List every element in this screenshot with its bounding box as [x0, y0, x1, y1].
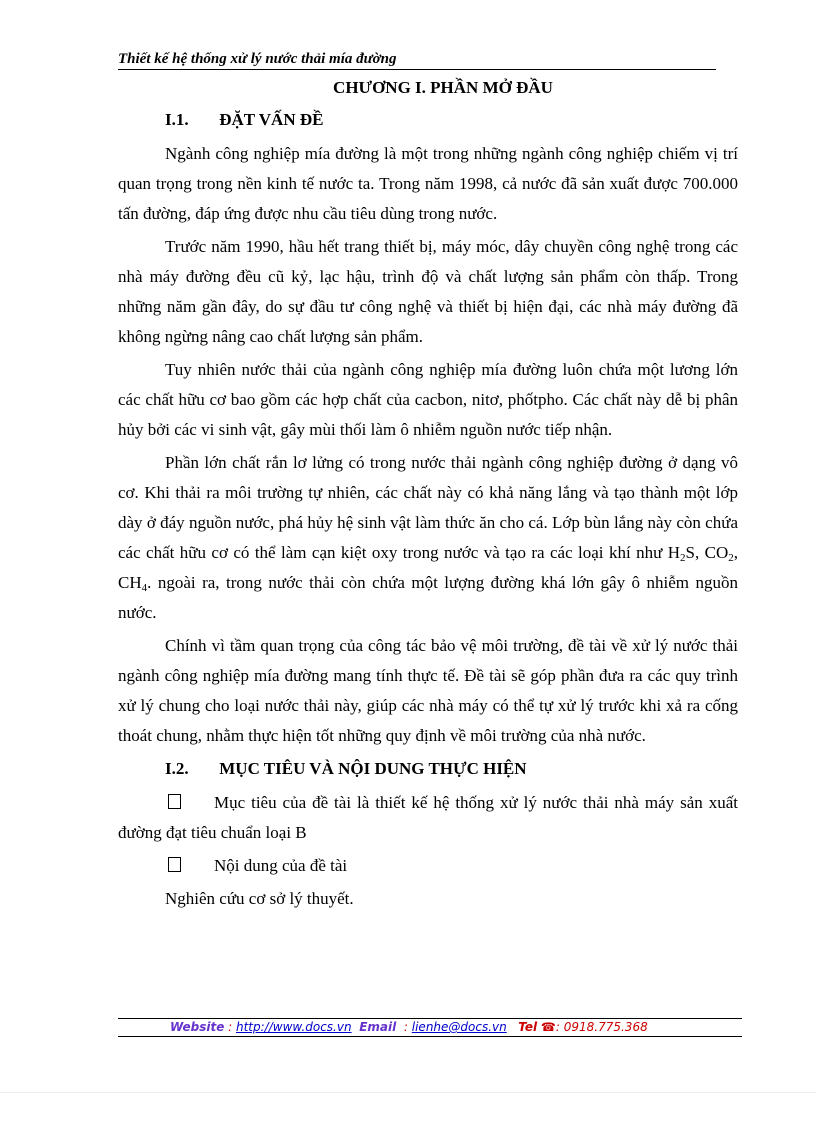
closing-line: Nghiên cứu cơ sở lý thuyết. [165, 889, 354, 908]
footer-colon: : [224, 1020, 236, 1034]
email-label: Email [359, 1020, 397, 1034]
paragraph-3: Tuy nhiên nước thải của ngành công nghiệp mía đường luôn chứa một lương lớn các chất hữu cơ bao gồm các hợp chất của cacbon, nitơ, phốtpho. Các chất này dễ bị phân hủy bởi các vi sinh vật, gây mùi thối làm ô nhiễm nguồn nước tiếp nhận. [118, 360, 738, 439]
header-title: Thiết kế hệ thống xử lý nước thải mía đường [118, 51, 397, 67]
p4-text-b: S, CO [685, 543, 729, 562]
paragraph-1: Ngành công nghiệp mía đường là một trong những ngành công nghiệp chiếm vị trí quan trọng trong nền kinh tế nước ta. Trong năm 1998, cả nước đã sản xuất được 700.000 tấn đường, đáp ứng được nhu cầu tiêu dùng trong nước. [118, 144, 738, 223]
paragraph-2: Trước năm 1990, hầu hết trang thiết bị, máy móc, dây chuyền công nghệ trong các nhà máy đường đều cũ kỷ, lạc hậu, trình độ và chất lượng sản phẩm còn thấp. Trong những năm gần đây, do sự đầu tư công nghệ và thiết bị hiện đại, các nhà máy đường đã không ngừng nâng cao chất lượng sản phẩm. [118, 237, 738, 346]
subscript-2: 2 [728, 552, 734, 564]
p4-text-d: . ngoài ra, trong nước thải còn chứa một lượng đường khá lớn gây ô nhiễm nguồn nước. [118, 573, 738, 622]
bullet-text: Nội dung của đề tài [214, 856, 348, 875]
section-heading-2 [118, 754, 738, 784]
page-bottom-divider [0, 1092, 816, 1093]
subscript-2: 2 [680, 552, 686, 564]
bullet-text: Mục tiêu của đề tài là thiết kế hệ thống xử lý nước thải nhà máy sản xuất đường đạt tiêu chuẩn loại B [118, 793, 738, 842]
email-link[interactable]: lienhe@docs.vn [411, 1020, 507, 1034]
section-title: ĐẶT VẤN ĐỀ [219, 110, 324, 129]
section-number: I.2. [165, 759, 189, 778]
p4-text-c: , CH [118, 543, 738, 592]
phone-icon: ☎ [540, 1020, 556, 1034]
footer-colon: : [400, 1020, 412, 1034]
website-label: Website [170, 1020, 225, 1034]
page-footer [118, 1018, 742, 1037]
tel-label: Tel [518, 1020, 538, 1034]
chapter-title: CHƯƠNG I. PHẦN MỞ ĐẦU [333, 78, 553, 97]
checkbox-bullet-icon [168, 857, 181, 872]
phone-number: : 0918.775.368 [555, 1020, 648, 1034]
checkbox-bullet-icon [168, 794, 181, 809]
subscript-4: 4 [141, 582, 148, 594]
website-link[interactable]: http://www.docs.vn [236, 1020, 352, 1034]
bullet-item-2 [118, 851, 738, 881]
running-header [118, 50, 716, 70]
bullet-item-1 [118, 788, 738, 848]
p4-text-a: Phần lớn chất rắn lơ lửng có trong nước thải ngành công nghiệp đường ở dạng vô cơ. Khi thải ra môi trường tự nhiên, các chất này có khả năng lắng và tạo thành một lớp dày ở đáy nguồn nước, phá hủy hệ sinh vật làm thức ăn cho cá. Lớp bùn lắng này còn chứa các chất hữu cơ có thể làm cạn kiệt oxy trong nước và tạo ra các loại khí như H [118, 453, 738, 562]
paragraph-5: Chính vì tầm quan trọng của công tác bảo vệ môi trường, đề tài về xử lý nước thải ngành công nghiệp mía đường mang tính thực tế. Đề tài sẽ góp phần đưa ra các quy trình xử lý chung cho loại nước thải này, giúp các nhà máy có thể tự xử lý trước khi xả ra cống thoát chung, nhằm thực hiện tốt những quy định về môi trường của nhà nước. [118, 636, 738, 745]
section-title: MỤC TIÊU VÀ NỘI DUNG THỰC HIỆN [219, 759, 527, 778]
section-heading-1 [118, 105, 738, 135]
section-number: I.1. [165, 110, 189, 129]
paragraph-4 [118, 448, 738, 628]
page-content [118, 74, 738, 914]
